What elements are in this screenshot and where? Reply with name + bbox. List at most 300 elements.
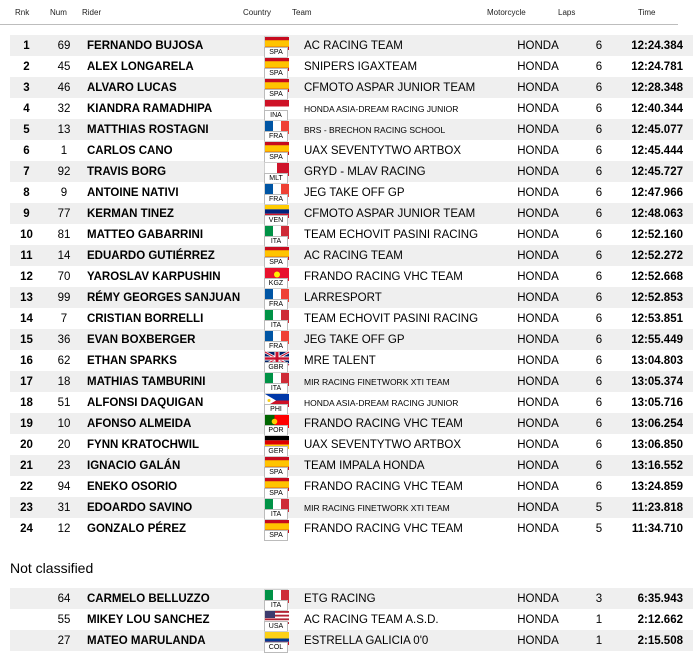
motorcycle-cell: HONDA [517,522,559,535]
motorcycle-cell: HONDA [499,588,577,609]
number-cell: 70 [57,270,71,283]
time-cell: 13:05.374 [621,371,693,392]
country-flag-icon [264,36,288,56]
laps-cell: 6 [577,77,621,98]
number-cell: 14 [43,245,85,266]
country-code: USA [264,621,288,632]
motorcycle-cell: HONDA [517,312,559,325]
rider-cell: AFONSO ALMEIDA [85,413,250,434]
team-cell: AC RACING TEAM A.S.D. [304,613,439,626]
team-cell: GRYD - MLAV RACING [302,161,499,182]
team-cell: UAX SEVENTYTWO ARTBOX [304,438,461,451]
time-cell: 6:35.943 [621,588,693,609]
rider-cell: TRAVIS BORG [85,161,250,182]
rider-cell: FYNN KRATOCHWIL [87,438,200,451]
country-flag-icon [264,204,288,224]
time-cell: 12:52.668 [631,270,683,283]
rider-cell: IGNACIO GALÁN [85,455,250,476]
country-cell [250,413,302,434]
table-row [10,609,693,630]
team-cell: LARRESPORT [302,287,499,308]
rank-cell: 24 [20,522,33,535]
rank-cell: 11 [10,245,43,266]
table-row [10,455,693,476]
table-row [10,413,693,434]
motorcycle-cell: HONDA [499,35,577,56]
country-code: ITA [264,383,288,394]
team-cell: UAX SEVENTYTWO ARTBOX [304,144,461,157]
country-code: FRA [264,299,288,310]
time-cell: 2:12.662 [637,613,683,626]
rank-cell: 12 [20,270,33,283]
number-cell: 31 [43,497,85,518]
table-row [10,434,693,455]
country-code: ITA [264,320,288,331]
country-cell [250,77,302,98]
country-flag-icon [264,120,288,140]
laps-cell: 1 [595,613,603,626]
time-cell: 11:34.710 [631,522,683,535]
rank-cell: 10 [20,228,33,241]
number-cell: 51 [57,396,71,409]
time-cell: 12:55.449 [621,329,693,350]
rank-cell: 18 [20,396,33,409]
country-flag-icon [264,183,288,203]
header-laps: Laps [558,8,576,17]
rider-cell: FERNANDO BUJOSA [85,35,250,56]
table-row [10,77,693,98]
laps-cell: 6 [595,480,603,493]
motorcycle-cell: HONDA [499,455,577,476]
number-cell: 99 [43,287,85,308]
laps-cell: 6 [595,354,603,367]
rank-cell [10,609,43,630]
country-code: SPA [264,68,288,79]
laps-cell: 6 [595,144,603,157]
rider-cell: CARMELO BELLUZZO [85,588,250,609]
rank-cell: 13 [10,287,43,308]
team-cell: ESTRELLA GALICIA 0'0 [302,630,499,651]
country-code: SPA [264,47,288,58]
country-code: SPA [264,467,288,478]
table-row [10,350,693,371]
country-code: KGZ [264,278,288,289]
rank-cell: 21 [10,455,43,476]
rider-cell: YAROSLAV KARPUSHIN [87,270,221,283]
table-row [10,119,693,140]
country-cell [250,224,302,245]
laps-cell: 6 [595,186,603,199]
time-cell: 12:45.444 [631,144,683,157]
rank-cell: 6 [23,144,30,157]
table-row [10,630,693,651]
country-code: ITA [264,600,288,611]
country-cell [250,588,302,609]
motorcycle-cell: HONDA [499,329,577,350]
team-cell: ETG RACING [302,588,499,609]
time-cell: 13:24.859 [631,480,683,493]
country-cell [250,182,302,203]
country-cell [250,203,302,224]
team-cell: MIR RACING FINETWORK XTI TEAM [302,497,499,518]
number-cell: 27 [43,630,85,651]
country-cell [250,476,302,497]
team-cell: AC RACING TEAM [302,245,499,266]
motorcycle-cell: HONDA [517,144,559,157]
header-country: Country [243,8,272,17]
header-rnk: Rnk [15,8,30,17]
rider-cell: ANTOINE NATIVI [87,186,179,199]
time-cell: 12:45.077 [621,119,693,140]
laps-cell: 6 [595,396,603,409]
team-cell: FRANDO RACING VHC TEAM [304,480,463,493]
team-cell: MIR RACING FINETWORK XTI TEAM [302,371,499,392]
rider-cell: ALFONSI DAQUIGAN [87,396,204,409]
motorcycle-cell: HONDA [499,413,577,434]
rider-cell: EVAN BOXBERGER [85,329,250,350]
country-flag-icon [264,351,288,371]
country-cell [250,329,302,350]
table-row [10,203,693,224]
laps-cell: 6 [577,203,621,224]
team-cell: FRANDO RACING VHC TEAM [304,522,463,535]
classified-results-table [10,35,693,539]
number-cell: 45 [57,60,71,73]
country-cell [250,308,302,329]
country-flag-icon [264,589,288,609]
country-code: FRA [264,131,288,142]
country-flag-icon [264,162,288,182]
number-cell: 36 [43,329,85,350]
rank-cell: 16 [20,354,33,367]
country-code: ITA [264,509,288,520]
country-code: FRA [264,341,288,352]
time-cell: 13:16.552 [621,455,693,476]
rider-cell: ALVARO LUCAS [85,77,250,98]
rank-cell [10,588,43,609]
rank-cell: 14 [20,312,33,325]
time-cell: 12:47.966 [631,186,683,199]
time-cell: 13:04.803 [631,354,683,367]
country-cell [250,161,302,182]
country-flag-icon [264,477,288,497]
rider-cell: EDUARDO GUTIÉRREZ [85,245,250,266]
country-flag-icon [264,267,288,287]
laps-cell: 6 [577,35,621,56]
laps-cell: 6 [595,312,603,325]
rank-cell: 15 [10,329,43,350]
rank-cell: 9 [10,203,43,224]
motorcycle-cell: HONDA [499,630,577,651]
country-flag-icon [264,57,288,77]
country-flag-icon [264,99,288,119]
country-cell [250,497,302,518]
number-cell: 20 [57,438,71,451]
team-cell: JEG TAKE OFF GP [304,186,405,199]
rider-cell: CRISTIAN BORRELLI [87,312,204,325]
laps-cell: 1 [577,630,621,651]
team-cell: FRANDO RACING VHC TEAM [302,413,499,434]
rider-cell: EDOARDO SAVINO [85,497,250,518]
table-row [10,329,693,350]
country-flag-icon [264,435,288,455]
country-code: COL [264,642,288,653]
header-team: Team [292,8,312,17]
laps-cell: 6 [595,102,603,115]
country-flag-icon [264,631,288,651]
rank-cell: 4 [23,102,30,115]
country-flag-icon [264,498,288,518]
country-flag-icon [264,225,288,245]
motorcycle-cell: HONDA [517,228,559,241]
country-code: FRA [264,194,288,205]
number-cell: 13 [43,119,85,140]
country-cell [250,287,302,308]
team-cell: MRE TALENT [304,354,376,367]
time-cell: 12:52.853 [621,287,693,308]
number-cell: 64 [43,588,85,609]
header-num: Num [50,8,67,17]
laps-cell: 6 [577,287,621,308]
country-cell [250,350,302,371]
laps-cell: 6 [577,329,621,350]
table-row [10,140,693,161]
rider-cell: KIANDRA RAMADHIPA [87,102,213,115]
number-cell: 69 [43,35,85,56]
rank-cell: 7 [10,161,43,182]
country-flag-icon [264,330,288,350]
table-row [10,476,693,497]
team-cell: JEG TAKE OFF GP [302,329,499,350]
laps-cell: 5 [595,522,603,535]
rider-cell: MATEO MARULANDA [85,630,250,651]
rider-cell: GONZALO PÉREZ [87,522,187,535]
time-cell: 12:52.160 [631,228,683,241]
laps-cell: 6 [577,371,621,392]
rider-cell: ENEKO OSORIO [87,480,178,493]
country-cell [250,245,302,266]
number-cell: 18 [43,371,85,392]
time-cell: 13:06.850 [631,438,683,451]
motorcycle-cell: HONDA [499,371,577,392]
motorcycle-cell: HONDA [517,186,559,199]
rank-cell: 17 [10,371,43,392]
number-cell: 1 [60,144,68,157]
country-cell [250,630,302,651]
table-row [10,182,693,203]
table-row [10,497,693,518]
rank-cell: 3 [10,77,43,98]
header-time: Time [638,8,656,17]
number-cell: 46 [43,77,85,98]
country-code: POR [264,425,288,436]
motorcycle-cell: HONDA [499,497,577,518]
laps-cell: 6 [577,245,621,266]
rank-cell: 23 [10,497,43,518]
number-cell: 77 [43,203,85,224]
time-cell: 12:24.781 [631,60,683,73]
country-code: SPA [264,257,288,268]
table-row [10,518,693,539]
country-cell [250,266,302,287]
team-cell: CFMOTO ASPAR JUNIOR TEAM [302,203,499,224]
rank-cell: 20 [20,438,33,451]
country-code: INA [264,110,288,121]
motorcycle-cell: HONDA [517,60,559,73]
team-cell: BRS - BRECHON RACING SCHOOL [302,119,499,140]
time-cell: 13:05.716 [631,396,683,409]
motorcycle-cell: HONDA [499,119,577,140]
country-cell [250,140,302,161]
country-code: GBR [264,362,288,373]
rank-cell: 19 [10,413,43,434]
number-cell: 55 [57,613,71,626]
time-cell: 12:24.384 [621,35,693,56]
country-code: SPA [264,530,288,541]
rank-cell [10,630,43,651]
laps-cell: 5 [577,497,621,518]
number-cell: 7 [60,312,68,325]
motorcycle-cell: HONDA [517,438,559,451]
laps-cell: 6 [577,161,621,182]
laps-cell: 6 [577,413,621,434]
country-code: GER [264,446,288,457]
country-flag-icon [264,309,288,329]
country-code: SPA [264,488,288,499]
table-row [10,98,693,119]
table-row [10,588,693,609]
rank-cell: 5 [10,119,43,140]
laps-cell: 6 [595,60,603,73]
country-code: VEN [264,215,288,226]
time-cell: 11:23.818 [621,497,693,518]
number-cell: 9 [60,186,68,199]
time-cell: 12:53.851 [631,312,683,325]
rider-cell: CARLOS CANO [87,144,173,157]
rank-cell: 8 [23,186,30,199]
header-rider: Rider [82,8,102,17]
table-row [10,161,693,182]
table-row [10,56,693,77]
country-flag-icon [264,288,288,308]
motorcycle-cell: HONDA [517,396,559,409]
country-cell [250,518,302,539]
country-code: SPA [264,152,288,163]
country-code: ITA [264,236,288,247]
number-cell: 12 [57,522,71,535]
rank-cell: 22 [20,480,33,493]
country-cell [250,119,302,140]
time-cell: 13:06.254 [621,413,693,434]
table-row [10,245,693,266]
team-cell: TEAM ECHOVIT PASINI RACING [304,228,479,241]
motorcycle-cell: HONDA [517,354,559,367]
motorcycle-cell: HONDA [517,480,559,493]
laps-cell: 6 [595,270,603,283]
country-cell [250,609,302,630]
table-row [10,224,693,245]
number-cell: 92 [43,161,85,182]
motorcycle-cell: HONDA [517,613,559,626]
time-cell: 2:15.508 [621,630,693,651]
time-cell: 12:28.348 [621,77,693,98]
table-row [10,266,693,287]
country-cell [250,98,302,119]
rank-cell: 1 [10,35,43,56]
country-flag-icon [264,141,288,161]
country-flag-icon [264,246,288,266]
team-cell: HONDA ASIA-DREAM RACING JUNIOR [304,103,459,114]
rider-cell: MATHIAS TAMBURINI [85,371,250,392]
team-cell: TEAM IMPALA HONDA [302,455,499,476]
rider-cell: MATTHIAS ROSTAGNI [85,119,250,140]
time-cell: 12:40.344 [631,102,683,115]
team-cell: AC RACING TEAM [302,35,499,56]
country-flag-icon [264,393,288,413]
country-code: PHI [264,404,288,415]
motorcycle-cell: HONDA [517,270,559,283]
number-cell: 81 [57,228,71,241]
table-row [10,287,693,308]
laps-cell: 6 [595,438,603,451]
table-row [10,392,693,413]
team-cell: FRANDO RACING VHC TEAM [304,270,463,283]
rider-cell: RÉMY GEORGES SANJUAN [85,287,250,308]
country-cell [250,371,302,392]
country-flag-icon [264,372,288,392]
number-cell: 32 [57,102,71,115]
team-cell: TEAM ECHOVIT PASINI RACING [304,312,479,325]
motorcycle-cell: HONDA [499,203,577,224]
country-cell [250,392,302,413]
rider-cell: KERMAN TINEZ [85,203,250,224]
table-row [10,371,693,392]
number-cell: 94 [57,480,71,493]
country-code: MLT [264,173,288,184]
number-cell: 10 [43,413,85,434]
team-cell: HONDA ASIA-DREAM RACING JUNIOR [304,397,459,408]
laps-cell: 6 [595,228,603,241]
laps-cell: 6 [577,119,621,140]
number-cell: 62 [57,354,71,367]
motorcycle-cell: HONDA [499,287,577,308]
rider-cell: MIKEY LOU SANCHEZ [87,613,210,626]
time-cell: 12:52.272 [621,245,693,266]
column-header-row [0,0,678,25]
header-motorcycle: Motorcycle [487,8,526,17]
motorcycle-cell: HONDA [499,245,577,266]
table-row [10,308,693,329]
country-code: SPA [264,89,288,100]
country-flag-icon [264,78,288,98]
motorcycle-cell: HONDA [499,161,577,182]
team-cell: CFMOTO ASPAR JUNIOR TEAM [302,77,499,98]
team-cell: SNIPERS IGAXTEAM [304,60,418,73]
laps-cell: 3 [577,588,621,609]
laps-cell: 6 [577,455,621,476]
rank-cell: 2 [23,60,30,73]
number-cell: 23 [43,455,85,476]
country-cell [250,434,302,455]
rider-cell: ALEX LONGARELA [87,60,194,73]
rider-cell: MATTEO GABARRINI [87,228,204,241]
country-cell [250,35,302,56]
time-cell: 12:48.063 [621,203,693,224]
motorcycle-cell: HONDA [517,102,559,115]
country-flag-icon [264,610,288,630]
country-cell [250,455,302,476]
time-cell: 12:45.727 [621,161,693,182]
